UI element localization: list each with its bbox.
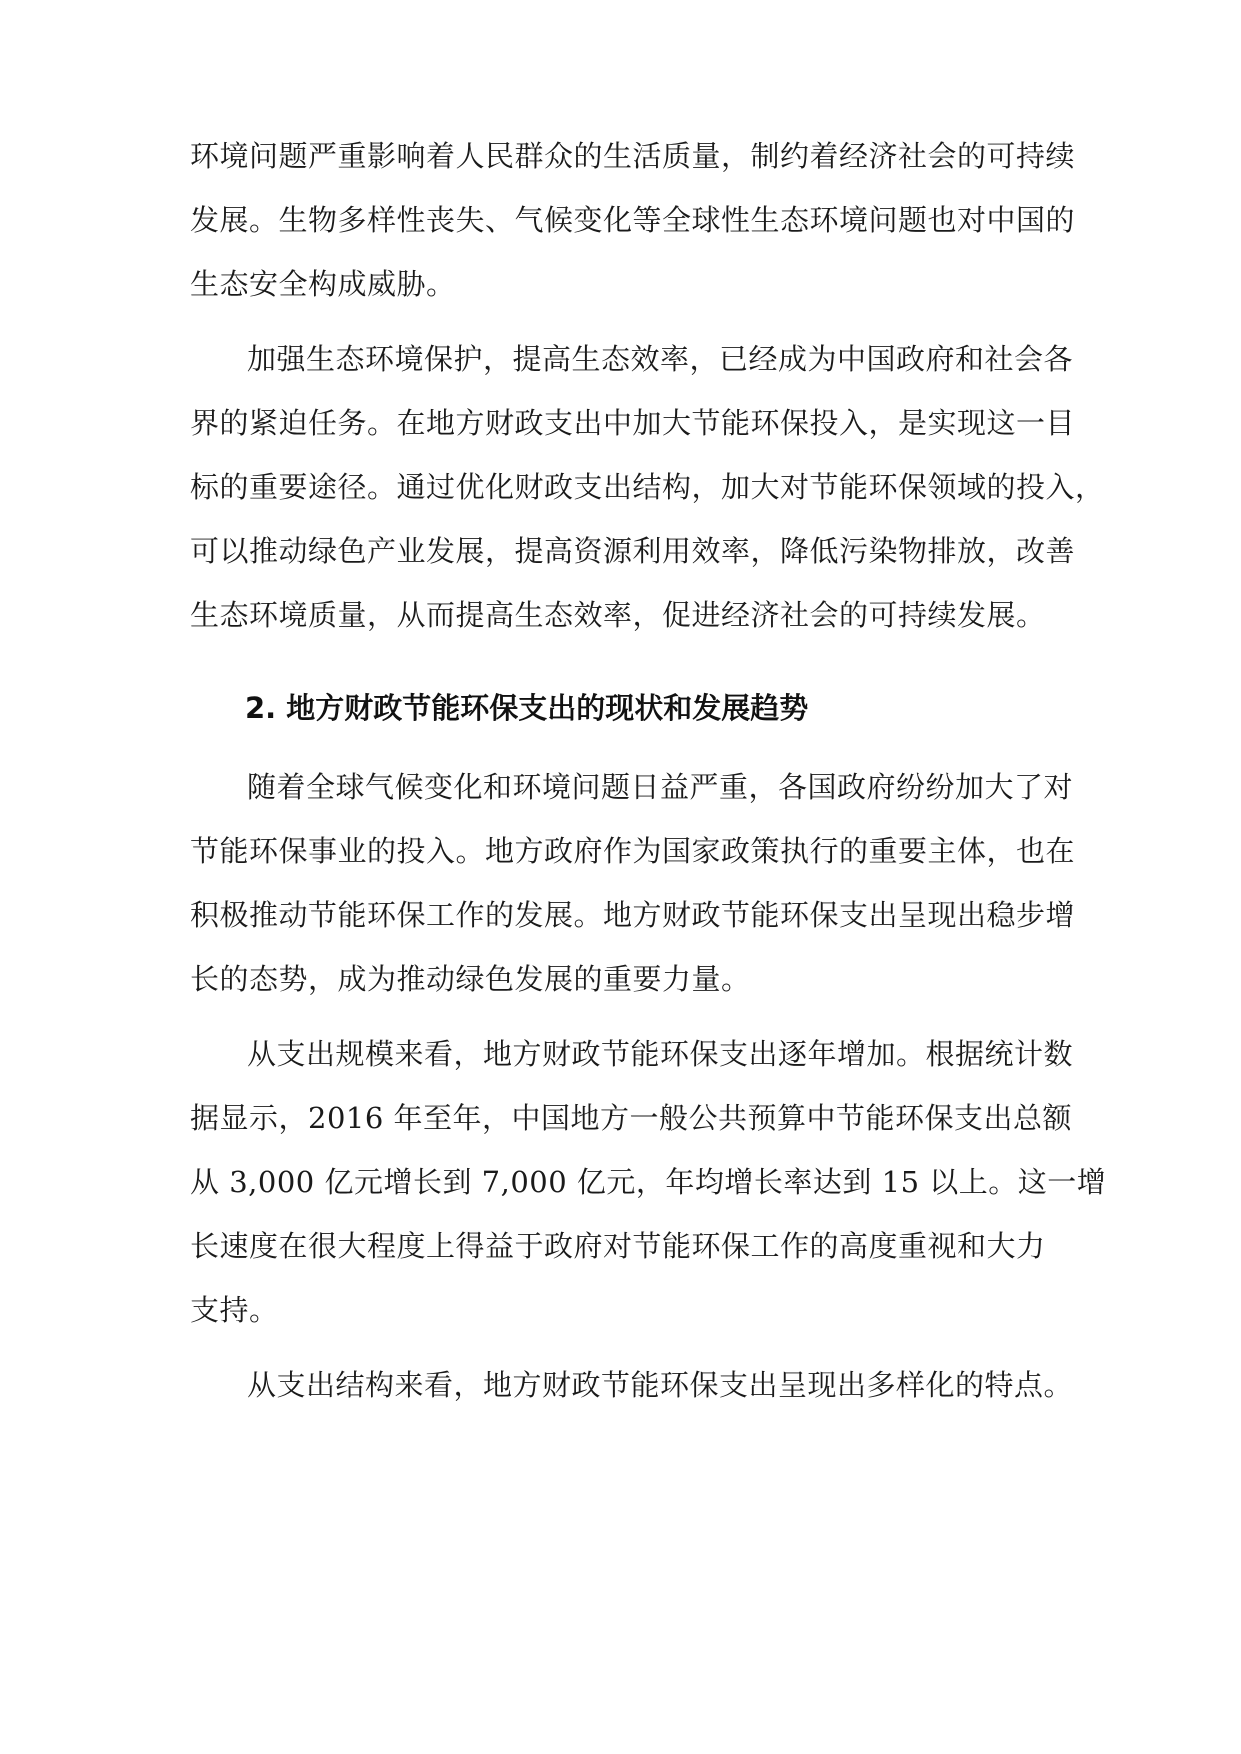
- paragraph-line: 从 3,000 亿元增长到 7,000 亿元，年均增长率达到 15 以上。这一增: [190, 1165, 1107, 1199]
- paragraph-line: 从支出结构来看，地方财政节能环保支出呈现出多样化的特点。: [247, 1368, 1074, 1402]
- paragraph-line: 随着全球气候变化和环境问题日益严重，各国政府纷纷加大了对: [247, 770, 1074, 804]
- paragraph-line: 标的重要途径。通过优化财政支出结构，加大对节能环保领域的投入，: [190, 470, 1105, 504]
- paragraph-line: 生态安全构成威胁。: [190, 267, 456, 301]
- paragraph-line: 积极推动节能环保工作的发展。地方财政节能环保支出呈现出稳步增: [190, 898, 1076, 932]
- paragraph-line: 支持。: [190, 1293, 279, 1327]
- paragraph-line: 长速度在很大程度上得益于政府对节能环保工作的高度重视和大力: [190, 1229, 1046, 1263]
- paragraph-line: 界的紧迫任务。在地方财政支出中加大节能环保投入，是实现这一目: [190, 406, 1076, 440]
- section-heading: 2. 地方财政节能环保支出的现状和发展趋势: [245, 691, 809, 725]
- paragraph-line: 节能环保事业的投入。地方政府作为国家政策执行的重要主体，也在: [190, 834, 1076, 868]
- paragraph-line: 环境问题严重影响着人民群众的生活质量，制约着经济社会的可持续: [190, 139, 1076, 173]
- paragraph-line: 从支出规模来看，地方财政节能环保支出逐年增加。根据统计数: [247, 1037, 1074, 1071]
- paragraph-line: 长的态势，成为推动绿色发展的重要力量。: [190, 962, 751, 996]
- paragraph-line: 生态环境质量，从而提高生态效率，促进经济社会的可持续发展。: [190, 598, 1046, 632]
- paragraph-line: 可以推动绿色产业发展，提高资源利用效率，降低污染物排放，改善: [190, 534, 1076, 568]
- paragraph-line: 据显示，2016 年至年，中国地方一般公共预算中节能环保支出总额: [190, 1101, 1073, 1135]
- paragraph-line: 加强生态环境保护，提高生态效率，已经成为中国政府和社会各: [247, 342, 1074, 376]
- paragraph-line: 发展。生物多样性丧失、气候变化等全球性生态环境问题也对中国的: [190, 203, 1076, 237]
